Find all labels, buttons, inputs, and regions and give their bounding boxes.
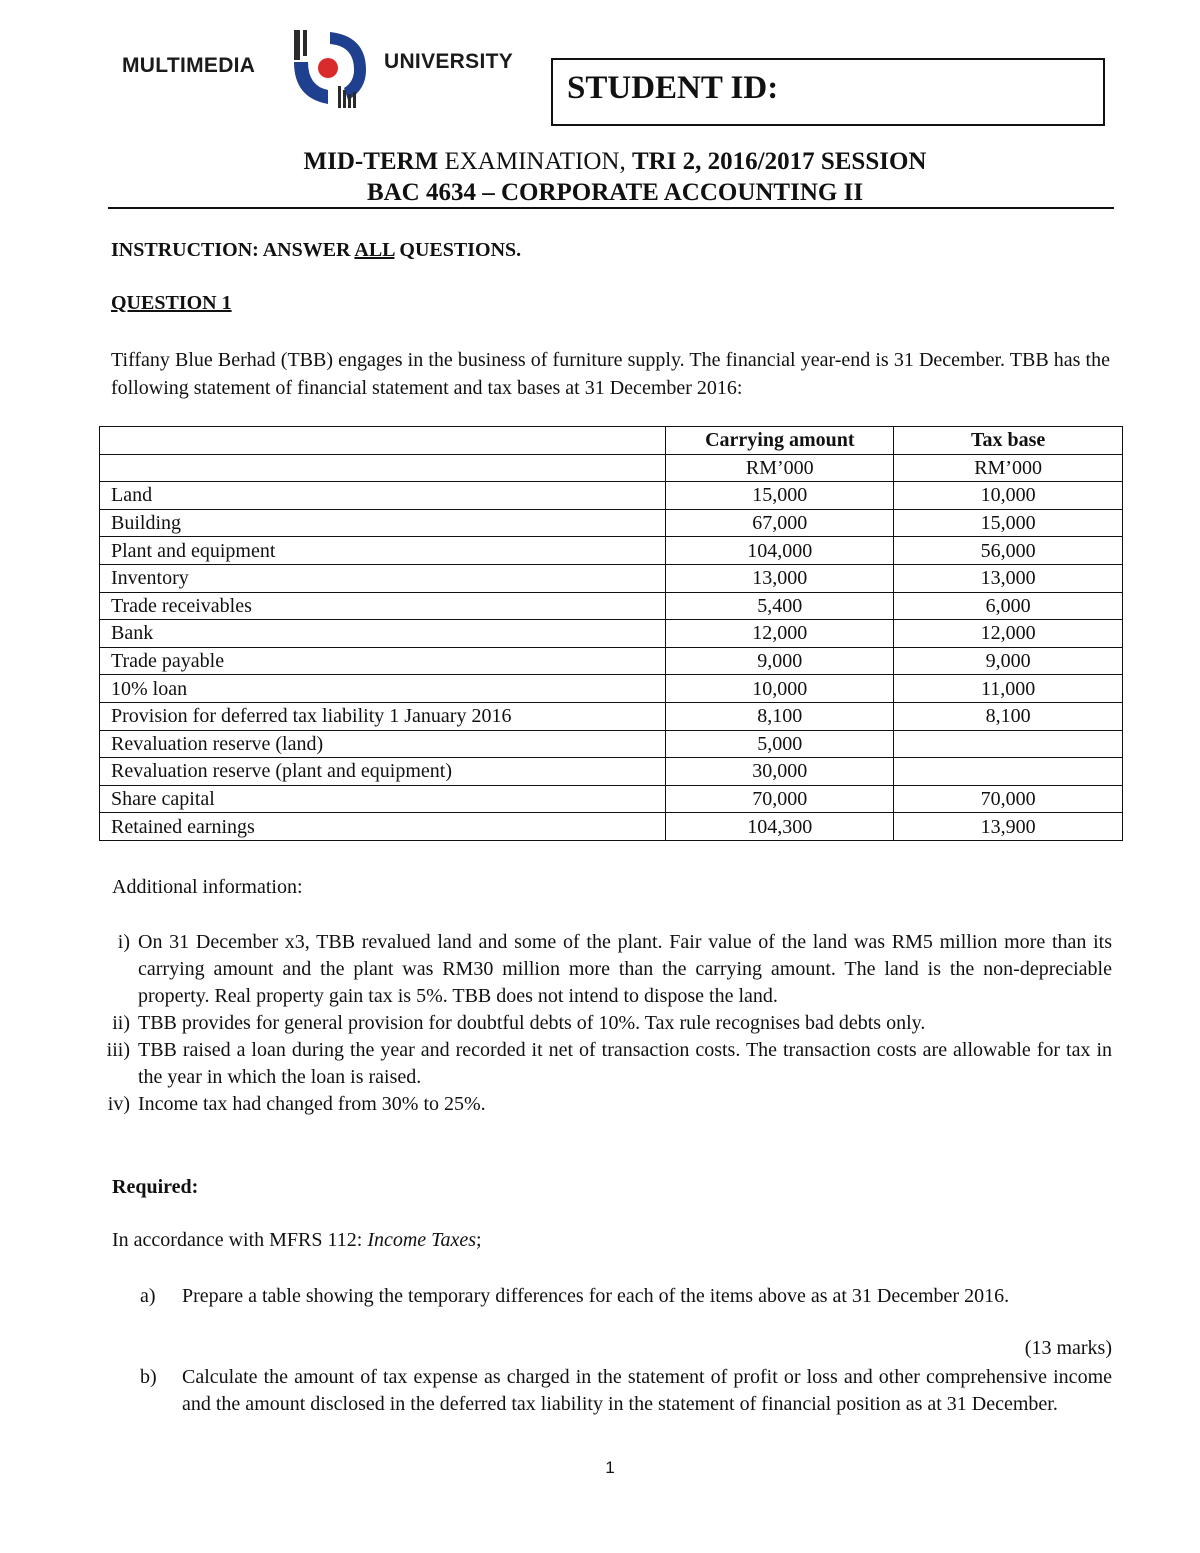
table-cell-item: Share capital	[100, 785, 666, 813]
table-cell-item: Plant and equipment	[100, 537, 666, 565]
additional-info-item	[90, 1037, 1112, 1091]
table-row	[100, 482, 1123, 510]
instruction-prefix: INSTRUCTION: ANSWER	[111, 239, 355, 261]
exam-word: EXAMINATION,	[438, 148, 632, 175]
table-cell-tax: 11,000	[894, 675, 1123, 703]
table-row	[100, 813, 1123, 841]
financial-position-table	[99, 426, 1123, 841]
table-cell-tax: 8,100	[894, 702, 1123, 730]
table-header-cell	[100, 427, 666, 455]
table-cell-tax: 9,000	[894, 647, 1123, 675]
table-cell-item: Retained earnings	[100, 813, 666, 841]
table-row	[100, 758, 1123, 786]
table-row	[100, 537, 1123, 565]
table-cell-carrying: 8,100	[666, 702, 894, 730]
table-cell-item: Trade receivables	[100, 592, 666, 620]
table-cell-tax	[894, 758, 1123, 786]
table-cell-carrying: 67,000	[666, 509, 894, 537]
table-cell-carrying: 13,000	[666, 564, 894, 592]
instruction-suffix: QUESTIONS.	[394, 239, 522, 261]
table-unit-cell: RM’000	[894, 454, 1123, 482]
table-cell-tax: 70,000	[894, 785, 1123, 813]
question-intro: Tiffany Blue Berhad (TBB) engages in the business of furniture supply. The financial year-end is 31 December. TBB has the following statement of financial statement and tax bases at 31 December 2016:	[111, 349, 1110, 399]
title-divider	[108, 207, 1114, 209]
question-heading: QUESTION 1	[111, 292, 232, 314]
item-marker: ii)	[112, 1012, 130, 1034]
item-text: On 31 December x3, TBB revalued land and some of the plant. Fair value of the land was RM5 million more than its carrying amount and the plant was RM30 million more than the carrying amount. The land is the non-depreciable property. Real property gain tax is 5%. TBB does not intend to dispose the land.	[138, 931, 1112, 1007]
table-cell-tax: 6,000	[894, 592, 1123, 620]
table-cell-item: Building	[100, 509, 666, 537]
part-marker: b)	[140, 1366, 157, 1388]
table-cell-carrying: 5,400	[666, 592, 894, 620]
table-unit-cell	[100, 454, 666, 482]
exam-title	[0, 146, 1200, 208]
university-emblem-icon	[290, 28, 370, 110]
table-cell-tax: 10,000	[894, 482, 1123, 510]
table-cell-carrying: 5,000	[666, 730, 894, 758]
required-part-b	[140, 1364, 1112, 1418]
table-row	[100, 564, 1123, 592]
additional-info-heading: Additional information:	[112, 876, 303, 898]
additional-info-list	[90, 929, 1112, 1118]
table-cell-tax: 13,000	[894, 564, 1123, 592]
required-part-a	[140, 1283, 1112, 1310]
table-row	[100, 730, 1123, 758]
additional-info-item	[90, 1091, 1112, 1118]
logo-text-right: UNIVERSITY	[384, 50, 514, 73]
table-row	[100, 509, 1123, 537]
item-text: TBB raised a loan during the year and recorded it net of transaction costs. The transaction costs are allowable for tax in the year in which the loan is raised.	[138, 1039, 1112, 1088]
item-marker: i)	[117, 931, 130, 953]
instruction-emphasis: ALL	[354, 239, 395, 261]
table-row	[100, 702, 1123, 730]
table-cell-carrying: 10,000	[666, 675, 894, 703]
part-text: Prepare a table showing the temporary differences for each of the items above as at 31 December 2016.	[182, 1285, 1010, 1307]
table-cell-item: Provision for deferred tax liability 1 January 2016	[100, 702, 666, 730]
instruction	[111, 239, 521, 262]
accordance-line	[112, 1229, 482, 1252]
table-row	[100, 675, 1123, 703]
student-id-box[interactable]	[551, 58, 1105, 126]
table-header-row	[100, 427, 1123, 455]
table-cell-item: Bank	[100, 620, 666, 648]
table-cell-carrying: 12,000	[666, 620, 894, 648]
page-number: 1	[605, 1458, 615, 1477]
university-logo	[104, 14, 524, 104]
table-cell-tax: 56,000	[894, 537, 1123, 565]
additional-info-item	[90, 1010, 1112, 1037]
table-cell-item: Trade payable	[100, 647, 666, 675]
table-cell-carrying: 104,300	[666, 813, 894, 841]
item-marker: iii)	[106, 1039, 130, 1061]
table-cell-carrying: 9,000	[666, 647, 894, 675]
table-row	[100, 620, 1123, 648]
table-cell-tax: 13,900	[894, 813, 1123, 841]
accordance-prefix: In accordance with MFRS 112:	[112, 1229, 368, 1251]
standard-name: Income Taxes	[367, 1229, 477, 1251]
item-text: Income tax had changed from 30% to 25%.	[138, 1093, 486, 1115]
table-cell-carrying: 15,000	[666, 482, 894, 510]
table-cell-carrying: 30,000	[666, 758, 894, 786]
table-cell-item: Land	[100, 482, 666, 510]
table-cell-tax: 15,000	[894, 509, 1123, 537]
part-text: Calculate the amount of tax expense as charged in the statement of profit or loss and other comprehensive income and the amount disclosed in the deferred tax liability in the statement of financial position as at 31 December.	[182, 1366, 1112, 1415]
table-row	[100, 647, 1123, 675]
table-cell-tax: 12,000	[894, 620, 1123, 648]
marks-a: (13 marks)	[1024, 1337, 1112, 1359]
student-id-label: STUDENT ID:	[567, 70, 779, 106]
additional-info-item	[90, 929, 1112, 1010]
table-cell-carrying: 70,000	[666, 785, 894, 813]
item-text: TBB provides for general provision for doubtful debts of 10%. Tax rule recognises bad debts only.	[138, 1012, 926, 1034]
table-cell-item: Inventory	[100, 564, 666, 592]
accordance-suffix: ;	[476, 1229, 482, 1251]
table-cell-tax	[894, 730, 1123, 758]
course-title: BAC 4634 – CORPORATE ACCOUNTING II	[366, 179, 864, 206]
exam-session: TRI 2, 2016/2017 SESSION	[631, 148, 927, 175]
part-marker: a)	[140, 1285, 156, 1307]
table-unit-row	[100, 454, 1123, 482]
table-row	[100, 592, 1123, 620]
table-row	[100, 785, 1123, 813]
exam-title-line1	[0, 146, 1200, 177]
table-header-cell: Carrying amount	[666, 427, 894, 455]
required-heading: Required:	[112, 1176, 199, 1198]
table-header-cell: Tax base	[894, 427, 1123, 455]
table-unit-cell: RM’000	[666, 454, 894, 482]
table-cell-item: Revaluation reserve (land)	[100, 730, 666, 758]
item-marker: iv)	[107, 1093, 130, 1115]
table-cell-item: 10% loan	[100, 675, 666, 703]
table-cell-item: Revaluation reserve (plant and equipment)	[100, 758, 666, 786]
exam-type: MID-TERM	[303, 148, 439, 175]
table-cell-carrying: 104,000	[666, 537, 894, 565]
logo-text-left: MULTIMEDIA	[122, 54, 256, 77]
